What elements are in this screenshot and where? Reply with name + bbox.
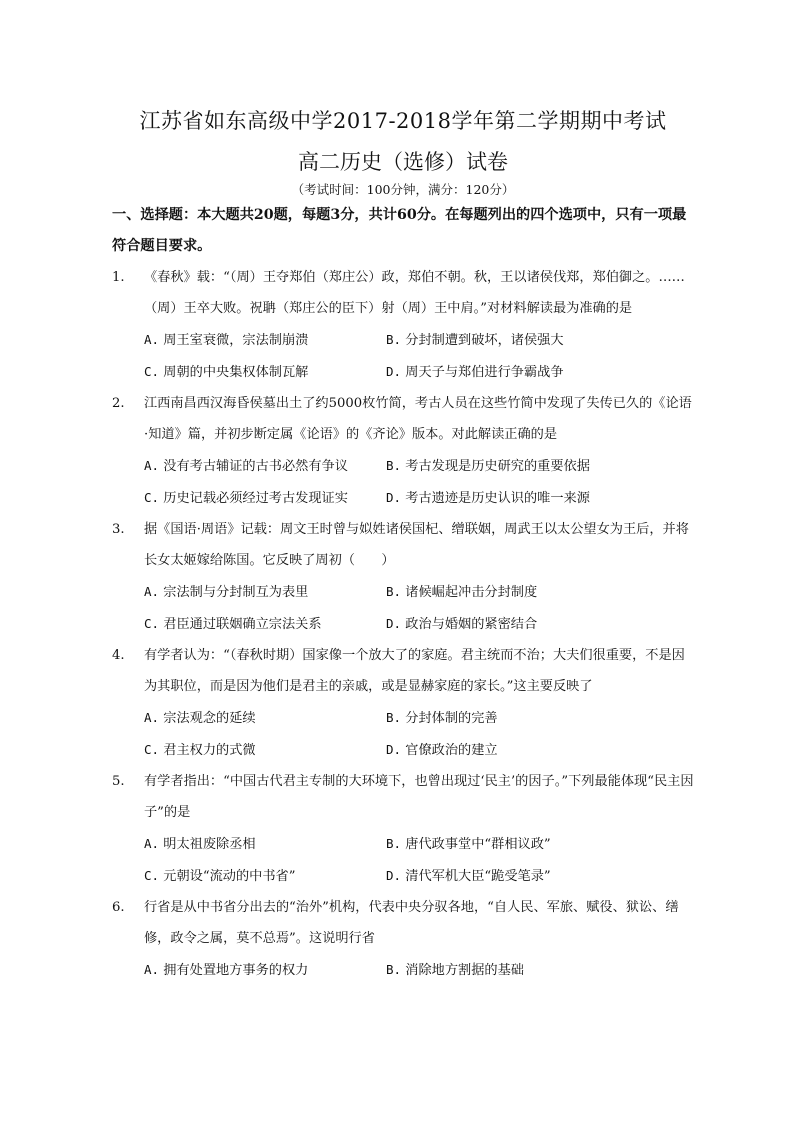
question-stem [112, 262, 694, 324]
option-grid [112, 954, 694, 986]
answer-option[interactable] [386, 608, 694, 640]
answer-option[interactable] [386, 860, 694, 892]
option-letter: B. [386, 962, 402, 977]
option-text: 宗法制与分封制互为表里 [163, 585, 309, 600]
answer-option[interactable] [144, 482, 386, 514]
question-text: 行省是从中书省分出去的“治外”机构，代表中央分驭各地，“自人民、军旅、赋役、狱讼、缮修，政令之属，莫不总焉”。这说明行省 [144, 900, 679, 946]
option-text: 分封制遭到破坏，诸侯强大 [405, 333, 564, 348]
option-letter: D. [386, 742, 402, 757]
question [112, 766, 694, 892]
question-text: 有学者指出：“中国古代君主专制的大环境下，也曾出现过‘民主’的因子。”下列最能体现“民主因子”的是 [144, 774, 694, 820]
option-text: 周朝的中央集权体制瓦解 [163, 365, 309, 380]
option-letter: D. [386, 616, 402, 631]
answer-option[interactable] [386, 702, 694, 734]
option-text: 政治与婚姻的紧密结合 [405, 617, 538, 632]
question-text: 《春秋》载：“（周）王夺郑伯（郑庄公）政，郑伯不朝。秋，王以诸侯伐郑，郑伯御之。……（周）王卒大败。祝聃（郑庄公的臣下）射（周）王中肩。”对材料解读最为准确的是 [144, 270, 685, 316]
option-letter: B. [386, 458, 402, 473]
option-letter: C. [144, 364, 160, 379]
option-text: 消除地方割据的基础 [405, 963, 524, 978]
answer-option[interactable] [144, 324, 386, 356]
answer-option[interactable] [144, 356, 386, 388]
question-text: 据《国语·周语》记载：周文王时曾与姒姓诸侯国杞、缯联姻，周武王以太公望女为王后，并将长女太姬嫁给陈国。它反映了周初（ ） [144, 522, 689, 568]
option-text: 官僚政治的建立 [405, 743, 498, 758]
option-text: 考古遗迹是历史认识的唯一来源 [405, 491, 590, 506]
option-text: 诸候崛起冲击分封制度 [405, 585, 538, 600]
answer-option[interactable] [386, 576, 694, 608]
answer-option[interactable] [386, 450, 694, 482]
option-text: 考古发现是历史研究的重要依据 [405, 459, 590, 474]
question-stem [112, 640, 694, 702]
option-letter: D. [386, 868, 402, 883]
exam-subtitle: 高二历史（选修）试卷 [298, 150, 508, 174]
option-letter: D. [386, 490, 402, 505]
option-letter: A. [144, 458, 160, 473]
option-letter: C. [144, 616, 160, 631]
option-grid [112, 324, 694, 388]
option-grid [112, 702, 694, 766]
option-letter: B. [386, 710, 402, 725]
option-text: 君主权力的式微 [163, 743, 256, 758]
option-text: 分封体制的完善 [405, 711, 498, 726]
option-text: 唐代政事堂中“群相议政” [405, 837, 551, 852]
answer-option[interactable] [144, 702, 386, 734]
option-text: 明太祖废除丞相 [163, 837, 256, 852]
question-text: 江西南昌西汉海昏侯墓出土了约5000枚竹简，考古人员在这些竹简中发现了失传已久的《论语·知道》篇，并初步断定属《论语》的《齐论》版本。对此解读正确的是 [144, 396, 692, 442]
question [112, 640, 694, 766]
option-letter: C. [144, 868, 160, 883]
option-letter: C. [144, 742, 160, 757]
question [112, 388, 694, 514]
option-grid [112, 576, 694, 640]
question-number: 1. [112, 270, 125, 285]
option-text: 君臣通过联姻确立宗法关系 [163, 617, 322, 632]
question [112, 514, 694, 640]
option-grid [112, 828, 694, 892]
option-letter: A. [144, 332, 160, 347]
answer-option[interactable] [144, 450, 386, 482]
option-text: 拥有处置地方事务的权力 [163, 963, 309, 978]
question-number: 4. [112, 648, 125, 663]
option-letter: C. [144, 490, 160, 505]
option-text: 清代军机大臣“跪受笔录” [405, 869, 551, 884]
question-list [112, 262, 694, 986]
option-text: 周天子与郑伯进行争霸战争 [405, 365, 564, 380]
option-text: 周王室衰微，宗法制崩溃 [163, 333, 309, 348]
question [112, 892, 694, 986]
answer-option[interactable] [386, 734, 694, 766]
option-letter: A. [144, 584, 160, 599]
question-stem [112, 514, 694, 576]
answer-option[interactable] [144, 828, 386, 860]
answer-option[interactable] [144, 860, 386, 892]
question-text: 有学者认为：“（春秋时期）国家像一个放大了的家庭。君主统而不治；大夫们很重要，不是因为其职位，而是因为他们是君主的亲戚，或是显赫家庭的家长。”这主要反映了 [144, 648, 685, 694]
answer-option[interactable] [144, 576, 386, 608]
answer-option[interactable] [144, 608, 386, 640]
option-text: 历史记载必须经过考古发现证实 [163, 491, 348, 506]
exam-title: 江苏省如东高级中学2017-2018学年第二学期期中考试 [139, 109, 667, 133]
option-letter: A. [144, 962, 160, 977]
question-stem [112, 388, 694, 450]
answer-option[interactable] [144, 954, 386, 986]
answer-option[interactable] [386, 356, 694, 388]
question [112, 262, 694, 388]
option-letter: B. [386, 584, 402, 599]
answer-option[interactable] [386, 954, 694, 986]
question-number: 2. [112, 396, 125, 411]
answer-option[interactable] [386, 482, 694, 514]
answer-option[interactable] [144, 734, 386, 766]
question-number: 3. [112, 522, 125, 537]
option-text: 没有考古辅证的古书必然有争议 [163, 459, 348, 474]
question-number: 5. [112, 774, 125, 789]
option-letter: A. [144, 710, 160, 725]
answer-option[interactable] [386, 324, 694, 356]
section-heading: 一、选择题：本大题共20题，每题3分，共计60分。在每题列出的四个选项中，只有一项最符合题目要求。 [112, 207, 687, 254]
question-stem [112, 892, 694, 954]
option-text: 元朝设“流动的中书省” [163, 869, 296, 884]
answer-option[interactable] [386, 828, 694, 860]
option-letter: B. [386, 836, 402, 851]
option-letter: A. [144, 836, 160, 851]
question-stem [112, 766, 694, 828]
option-grid [112, 450, 694, 514]
option-text: 宗法观念的延续 [163, 711, 256, 726]
option-letter: D. [386, 364, 402, 379]
option-letter: B. [386, 332, 402, 347]
question-number: 6. [112, 900, 125, 915]
exam-info: （考试时间：100分钟，满分：120分） [291, 182, 515, 197]
